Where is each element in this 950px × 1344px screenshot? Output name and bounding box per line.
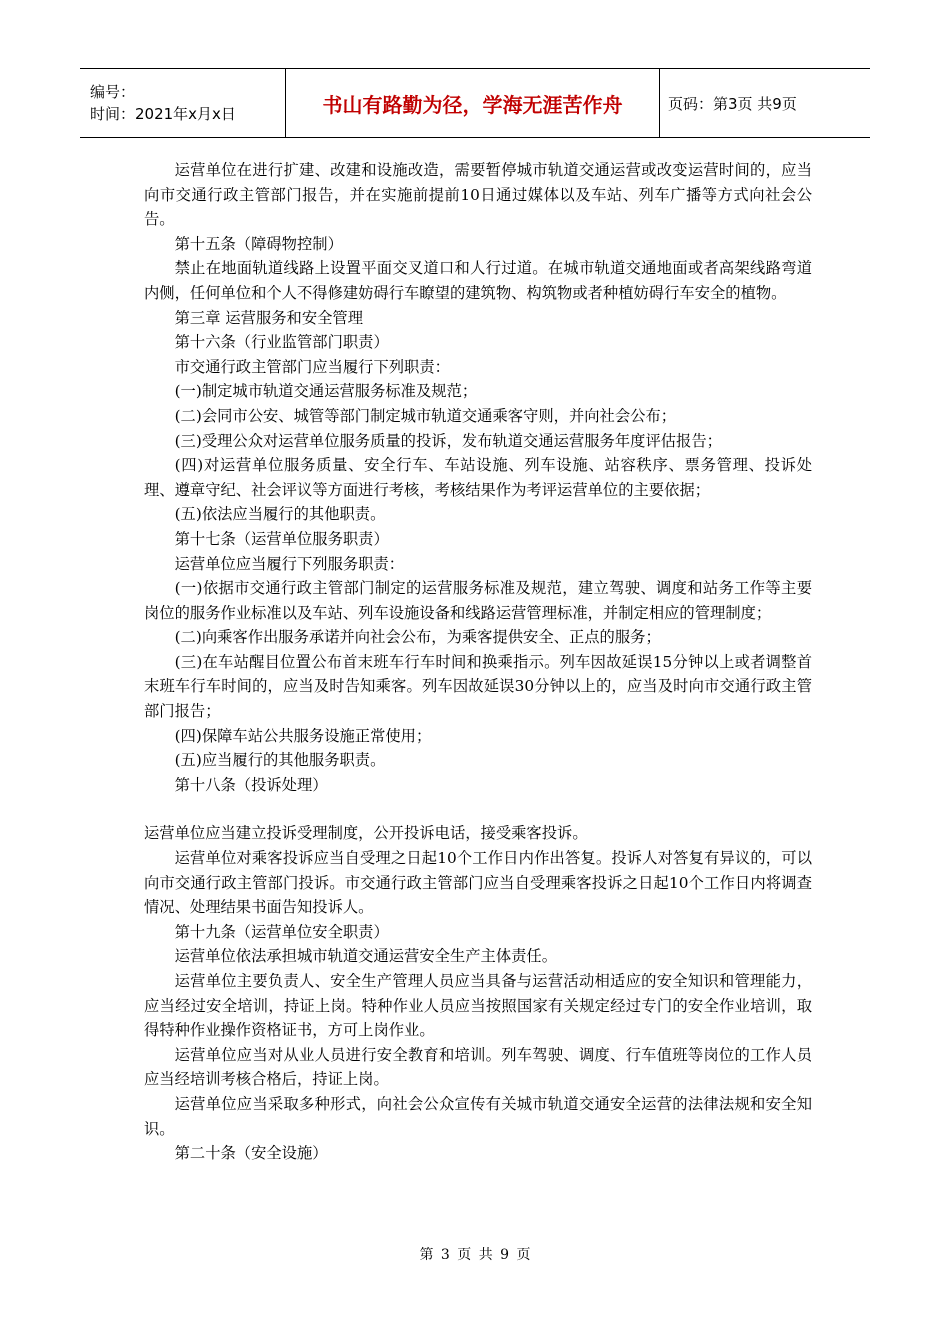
article-heading: 第二十条（安全设施） [174, 1144, 328, 1163]
list-item: (三)受理公众对运营单位服务质量的投诉，发布轨道交通运营服务年度评估报告； [174, 431, 722, 450]
paragraph: 运营单位应当采取多种形式，向社会公众宣传有关城市轨道交通安全运营的法律法规和安全知识。 [144, 1094, 812, 1138]
paragraph: 运营单位应当建立投诉受理制度，公开投诉电话，接受乘客投诉。 [144, 824, 588, 843]
chapter-heading: 第三章 运营服务和安全管理 [174, 308, 364, 327]
header-page-number: 页码：第3页 共9页 [668, 94, 797, 113]
list-item: (一)依据市交通行政主管部门制定的运营服务标准及规范，建立驾驶、调度和站务工作等主要岗位的服务作业标准以及车站、列车设施设备和线路运营管理标准，并制定相应的管理制度； [144, 579, 812, 622]
list-item: (四)对运营单位服务质量、安全行车、车站设施、列车设施、站容秩序、票务管理、投诉处理、遵章守纪、社会评议等方面进行考核，考核结果作为考评运营单位的主要依据； [144, 456, 812, 499]
header-motto: 书山有路勤为径，学海无涯苦作舟 [285, 69, 660, 137]
article-heading: 第十六条（行业监管部门职责） [174, 333, 389, 352]
list-item: (一)制定城市轨道交通运营服务标准及规范； [174, 382, 478, 401]
document-date: 时间：2021年x月x日 [90, 105, 236, 123]
article-heading: 第十五条（障碍物控制） [174, 234, 343, 253]
paragraph: 运营单位应当对从业人员进行安全教育和培训。列车驾驶、调度、行车值班等岗位的工作人员应当经培训考核合格后，持证上岗。 [144, 1045, 812, 1089]
document-number: 编号： [90, 83, 136, 101]
list-item: (二)会同市公安、城管等部门制定城市轨道交通乘客守则，并向社会公布； [174, 406, 677, 425]
paragraph: 运营单位对乘客投诉应当自受理之日起10个工作日内作出答复。投诉人对答复有异议的，可以向市交通行政主管部门投诉。市交通行政主管部门应当自受理乘客投诉之日起10个工作日内将调查情况、处理结果书面告知投诉人。 [144, 849, 812, 917]
article-heading: 第十八条（投诉处理） [174, 775, 328, 794]
paragraph: 市交通行政主管部门应当履行下列职责： [174, 357, 450, 376]
header-meta [80, 69, 285, 137]
paragraph: 禁止在地面轨道线路上设置平面交叉道口和人行过道。在城市轨道交通地面或者高架线路弯道内侧，任何单位和个人不得修建妨碍行车瞭望的建筑物、构筑物或者种植妨碍行车安全的植物。 [144, 259, 812, 302]
paragraph: 运营单位应当履行下列服务职责： [174, 554, 405, 573]
page-header [80, 68, 870, 138]
article-heading: 第十九条（运营单位安全职责） [174, 922, 389, 941]
list-item: (五)依法应当履行的其他职责。 [174, 505, 386, 524]
blank-line [144, 797, 812, 821]
list-item: (五)应当履行的其他服务职责。 [174, 751, 386, 770]
page-footer: 第 3 页 共 9 页 [419, 1247, 531, 1263]
document-body [144, 158, 812, 1166]
paragraph: 运营单位在进行扩建、改建和设施改造，需要暂停城市轨道交通运营或改变运营时间的，应当向市交通行政主管部门报告，并在实施前提前10日通过媒体以及车站、列车广播等方式向社会公告。 [144, 161, 812, 229]
list-item: (三)在车站醒目位置公布首末班车行车时间和换乘指示。列车因故延误15分钟以上或者调整首末班车行车时间的，应当及时告知乘客。列车因故延误30分钟以上的，应当及时向市交通行政主管部门报告； [144, 652, 812, 721]
list-item: (二)向乘客作出服务承诺并向社会公布，为乘客提供安全、正点的服务； [174, 628, 661, 647]
paragraph: 运营单位主要负责人、安全生产管理人员应当具备与运营活动相适应的安全知识和管理能力，应当经过安全培训，持证上岗。特种作业人员应当按照国家有关规定经过专门的安全作业培训，取得特种作业操作资格证书，方可上岗作业。 [144, 972, 812, 1040]
list-item: (四)保障车站公共服务设施正常使用； [174, 726, 432, 745]
article-heading: 第十七条（运营单位服务职责） [174, 529, 389, 548]
paragraph: 运营单位依法承担城市轨道交通运营安全生产主体责任。 [174, 947, 558, 966]
